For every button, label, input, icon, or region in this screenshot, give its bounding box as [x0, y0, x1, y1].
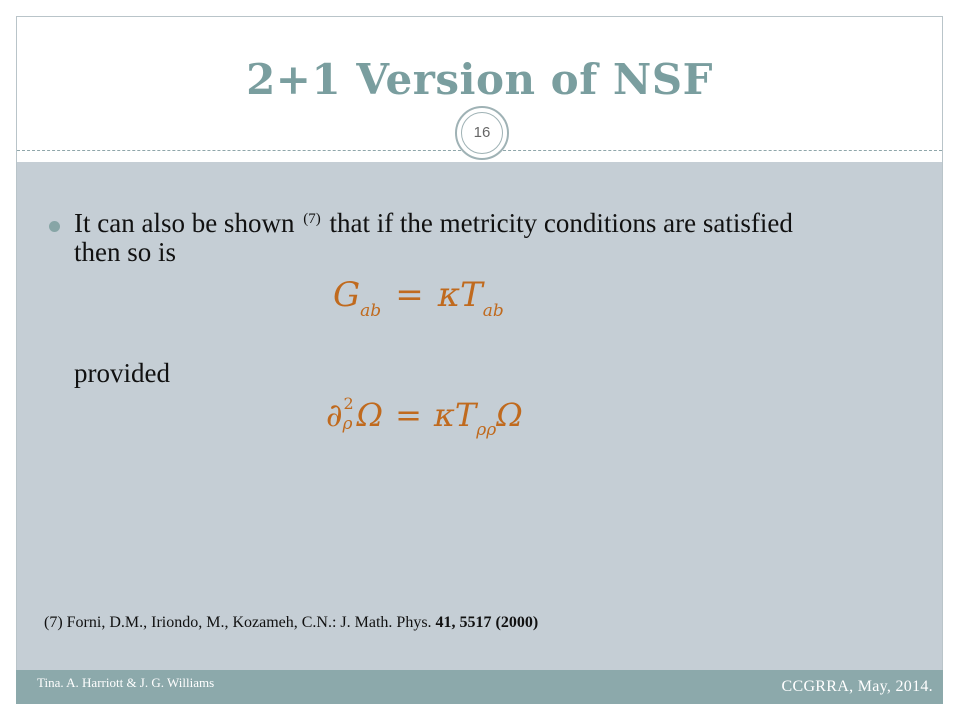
provided-label: provided — [74, 358, 170, 388]
paragraph-text-start: It can also be shown — [74, 208, 295, 238]
footer-bar — [16, 670, 943, 704]
condition-equation — [326, 394, 523, 440]
eq2-partial: ∂ — [326, 396, 343, 434]
eq2-superscript: 2 — [343, 394, 354, 413]
footnote-text: (7) Forni, D.M., Iriondo, M., Kozameh, C.N.: J. Math. Phys. — [44, 614, 432, 631]
eq2-omega: Ω — [356, 396, 384, 434]
slide-number-badge — [455, 106, 509, 160]
footnote — [44, 614, 538, 632]
eq2-scripts — [342, 394, 357, 434]
eq1-rhs-subscript: ab — [482, 301, 504, 321]
bullet-icon — [49, 221, 60, 232]
eq2-equals: = — [395, 396, 422, 434]
einstein-equation — [333, 275, 504, 321]
eq2-T: T — [454, 396, 477, 434]
eq1-lhs-subscript: ab — [360, 301, 382, 321]
paragraph-text-end: that if the metricity conditions are satisfied then so is — [74, 208, 793, 267]
footer-authors: Tina. A. Harriott & J. G. Williams — [37, 675, 215, 690]
eq1-lhs: G — [333, 275, 361, 315]
eq2-subscript: ρ — [342, 414, 353, 434]
eq1-equals: = — [395, 275, 424, 315]
eq2-kappa: κ — [433, 396, 455, 434]
eq2-omega-rhs: Ω — [496, 396, 523, 434]
footnote-bold: 41, 5517 (2000) — [435, 614, 539, 631]
bullet-paragraph — [74, 209, 834, 267]
footer-conference: CCGRRA, May, 2014. — [781, 678, 933, 695]
eq2-T-subscript: ρρ — [476, 420, 497, 440]
eq1-kappa: κ — [437, 275, 460, 315]
slide-number: 16 — [461, 112, 503, 154]
slide-title: 2+1 Version of NSF — [246, 55, 713, 104]
reference-marker: (7) — [303, 211, 321, 227]
eq1-rhs: T — [460, 275, 483, 315]
